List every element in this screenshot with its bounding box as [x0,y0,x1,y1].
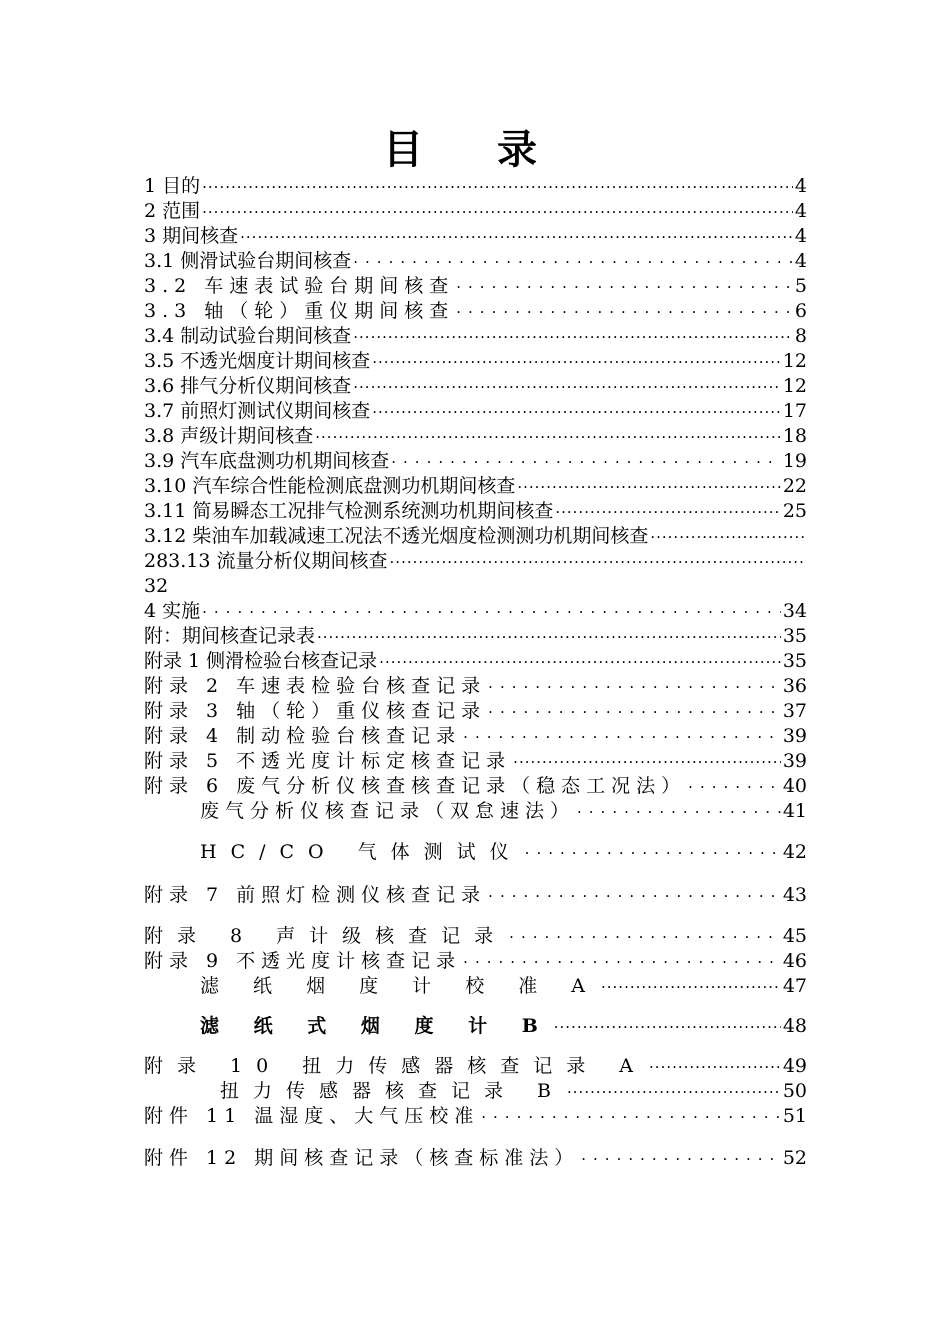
toc-entry-page: 4 [794,225,807,247]
toc-entry-label: 2 范围 [144,200,201,222]
toc-entry[interactable] [144,474,807,498]
toc-entry-label: 附件 12 期间核查记录（核查标准法） [144,1147,580,1169]
toc-entry-page: 5 [794,275,807,297]
toc-entry-page: 42 [782,841,807,863]
toc-entry-page: 35 [782,650,807,672]
toc-entry[interactable] [144,1054,807,1078]
dot-leader [601,975,781,998]
toc-entry[interactable] [200,840,807,864]
dot-leader [390,550,805,573]
dot-leader [202,200,793,223]
toc-entry-label: 附录 8 声计级核查记录 [144,925,508,947]
dot-leader [353,325,793,348]
toc-entry[interactable] [144,1146,807,1170]
dot-leader [577,800,781,823]
dot-leader [456,300,793,323]
toc-entry[interactable] [220,1079,807,1103]
dot-leader [509,925,781,948]
dot-leader [513,750,781,773]
toc-entry-page: 47 [782,975,807,997]
toc-entry-label: 1 目的 [144,175,201,197]
toc-entry[interactable] [200,799,807,823]
toc-entry-label: 附录 9 不透光度计核查记录 [144,950,462,972]
toc-entry-page: 43 [782,884,807,906]
toc-entry[interactable] [200,1014,807,1038]
orphan-page-number: 32 [144,575,169,597]
dot-leader [391,450,781,473]
toc-entry[interactable] [200,974,807,998]
toc-entry-label: 3.11 简易瞬态工况排气检测系统测功机期间核查 [144,500,554,522]
toc-entry-label: 滤 纸 烟 度 计 校 准 A [200,975,599,997]
toc-entry-page: 4 [794,200,807,222]
toc-entry[interactable] [144,674,807,698]
toc-entry[interactable] [144,1104,807,1128]
toc-entry-label: 3.5 不透光烟度计期间核查 [144,350,371,372]
toc-entry-page: 22 [782,475,807,497]
toc-entry[interactable] [144,749,807,773]
dot-leader [202,600,781,623]
dot-leader [353,250,793,273]
toc-entry-label: 附录 2 车速表检验台核查记录 [144,675,487,697]
dot-leader [650,525,805,548]
toc-entry-label: 扭力传感器核查记录 B [220,1080,566,1102]
toc-entry[interactable] [144,883,807,907]
toc-entry-page: 4 [794,250,807,272]
toc-entry-page: 17 [782,400,807,422]
toc-entry[interactable] [144,599,807,623]
toc-entry-label: 4 实施 [144,600,201,622]
toc-entry-page: 49 [782,1055,807,1077]
toc-entry-label: 3 期间核查 [144,225,239,247]
toc-entry[interactable] [144,699,807,723]
toc-entry[interactable] [144,724,807,748]
dot-leader [372,350,781,373]
toc-entry-label: 附录 6 废气分析仪核查核查记录（稳态工况法） [144,775,687,797]
toc-entry[interactable] [144,374,807,398]
toc-entry[interactable] [144,174,807,198]
toc-entry-label: 3.6 排气分析仪期间核查 [144,375,352,397]
toc-entry-page: 45 [782,925,807,947]
toc-entry-label: HC/CO 气体测试仪 [200,841,523,863]
dot-leader [240,225,793,248]
toc-entry-page: 12 [782,350,807,372]
toc-entry[interactable] [144,949,807,973]
toc-entry[interactable] [144,349,807,373]
dot-leader [456,275,793,298]
dot-leader [554,1015,781,1038]
toc-entry-label: 3.3 轴（轮）重仪期间核查 [144,300,455,322]
toc-entry[interactable] [144,549,807,573]
toc-entry-label: 附录 7 前照灯检测仪核查记录 [144,884,487,906]
dot-leader [379,650,781,673]
toc-entry[interactable] [144,924,807,948]
toc-entry-label: 附录 5 不透光度计标定核查记录 [144,750,512,772]
dot-leader [581,1147,781,1170]
dot-leader [525,841,781,864]
dot-leader [649,1055,781,1078]
toc-entry-label: 3.10 汽车综合性能检测底盘测功机期间核查 [144,475,516,497]
toc-entry-page: 41 [782,800,807,822]
toc-entry-page: 4 [794,175,807,197]
page-title: 目 录 [383,126,567,173]
toc-entry-page: 52 [782,1147,807,1169]
toc-entry-page: 40 [782,775,807,797]
toc-entry-page: 8 [794,325,807,347]
toc-entry-page: 19 [782,450,807,472]
toc-entry[interactable] [144,524,807,548]
toc-entry-page: 18 [782,425,807,447]
toc-entry-label: 3.7 前照灯测试仪期间核查 [144,400,371,422]
dot-leader [517,475,780,498]
dot-leader [353,375,781,398]
dot-leader [463,725,781,748]
toc-entry[interactable] [144,224,807,248]
dot-leader [481,1105,781,1128]
toc-entry[interactable] [144,499,807,523]
toc-entry-label: 3.2 车速表试验台期间核查 [144,275,455,297]
toc-entry-label: 附录 1 侧滑检验台核查记录 [144,650,378,672]
toc-entry[interactable] [144,649,807,673]
dot-leader [372,400,781,423]
toc-entry-label: 废气分析仪核查记录（双怠速法） [200,800,576,822]
toc-entry-page: 36 [782,675,807,697]
toc-entry-label: 附录 4 制动检验台核查记录 [144,725,462,747]
toc-entry-page: 51 [782,1105,807,1127]
toc-entry-label: 3.9 汽车底盘测功机期间核查 [144,450,390,472]
dot-leader [488,700,781,723]
dot-leader [488,884,781,907]
dot-leader [555,500,780,523]
dot-leader [567,1080,781,1103]
toc-entry-label: 3.4 制动试验台期间核查 [144,325,352,347]
toc-entry[interactable] [144,299,807,323]
dot-leader [315,425,781,448]
toc-entry[interactable] [144,449,807,473]
toc-entry-label: 附：期间核查记录表 [144,625,316,647]
toc-entry-page: 25 [782,500,807,522]
toc-entry-label: 3.8 声级计期间核查 [144,425,314,447]
toc-entry[interactable] [144,624,807,648]
dot-leader [463,950,781,973]
toc-entry-page: 39 [782,750,807,772]
toc-entry-label: 283.13 流量分析仪期间核查 [144,550,388,572]
toc-entry-page: 39 [782,725,807,747]
toc-entry-label: 附录 10 扭力传感器核查记录 A [144,1055,648,1077]
toc-entry-label: 滤 纸 式 烟 度 计 B [200,1015,552,1037]
dot-leader [688,775,781,798]
toc-entry-page: 37 [782,700,807,722]
toc-entry[interactable] [144,249,807,273]
toc-entry-page: 46 [782,950,807,972]
toc-entry-page: 35 [782,625,807,647]
toc-entry-page: 50 [782,1080,807,1102]
toc-entry[interactable] [144,324,807,348]
toc-entry[interactable] [144,424,807,448]
toc-entry-page: 48 [782,1015,807,1037]
toc-entry[interactable] [144,774,807,798]
toc-entry[interactable] [144,274,807,298]
toc-entry-label: 附录 3 轴（轮）重仪核查记录 [144,700,487,722]
dot-leader [317,625,781,648]
toc-entry-label: 附件 11 温湿度、大气压校准 [144,1105,480,1127]
toc-entry[interactable] [144,399,807,423]
toc-entry-label: 3.1 侧滑试验台期间核查 [144,250,352,272]
toc-entry-page: 12 [782,375,807,397]
toc-entry-page: 6 [794,300,807,322]
toc-entry-page: 34 [782,600,807,622]
toc-entry[interactable] [144,199,807,223]
toc-entry-label: 3.12 柴油车加载减速工况法不透光烟度检测测功机期间核查 [144,525,649,547]
dot-leader [488,675,781,698]
dot-leader [202,175,793,198]
